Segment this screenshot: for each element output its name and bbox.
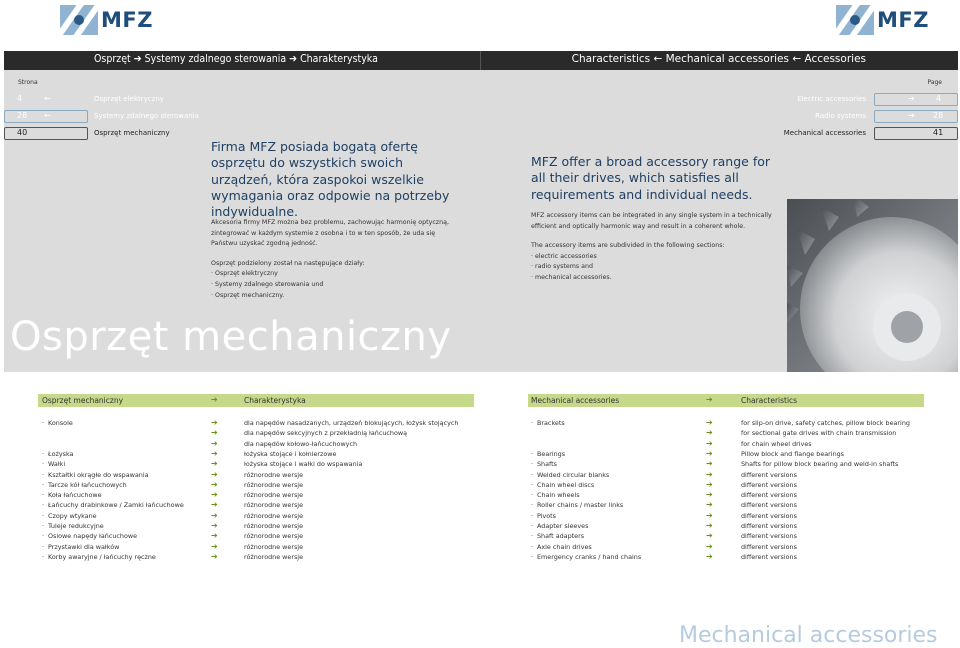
arrow-right-icon: ➔ <box>211 552 218 561</box>
table-bullet: · <box>42 460 45 468</box>
nav-label: Electric accessories <box>797 95 866 103</box>
chain-wheel-image <box>787 199 958 372</box>
table-cell-char-pl: dla napędów nasadzanych, urządzeń blokujących, łożysk stojących <box>244 419 459 427</box>
nav-page-number: 4 <box>936 94 942 103</box>
table-cell-item-pl: Osiowe napędy łańcuchowe <box>48 532 138 540</box>
table-bullet: · <box>531 481 534 489</box>
breadcrumb-left: Osprzęt ➔ Systemy zdalnego sterowania ➔ Charakterystyka <box>94 53 378 65</box>
table-cell-char-en: Pillow block and flange bearings <box>741 450 845 458</box>
list-item-text: Osprzęt elektryczny <box>215 270 278 278</box>
table-bullet: · <box>531 543 534 551</box>
arrow-right-icon: ➔ <box>706 470 713 479</box>
strona-label: Strona <box>18 79 38 86</box>
arrow-right-icon: ➔ <box>706 459 713 468</box>
left-heading: Firma MFZ posiada bogatą ofertę osprzętu do wszystkich swoich urządzeń, która zaspokoi wszelkie wymagania oraz odpowie na potrzeby indywidualne. <box>211 139 450 220</box>
table-bullet: · <box>42 471 45 479</box>
table-cell-item-en: Shaft adapters <box>537 532 585 540</box>
table-bullet: · <box>531 501 534 509</box>
table-cell-item-pl: Tuleje redukcyjne <box>48 522 104 530</box>
table-cell-item-en: Adapter sleeves <box>537 522 589 530</box>
table-cell-char-pl: różnorodne wersje <box>244 512 304 520</box>
table-bullet: · <box>531 419 534 427</box>
column-header-char-pl: Charakterystyka <box>244 396 306 405</box>
table-cell-char-en: Shafts for pillow block bearing and weld-in shafts <box>741 460 899 468</box>
arrow-right-icon: ➔ <box>211 542 218 551</box>
arrow-right-icon: ➔ <box>211 521 218 530</box>
table-cell-char-en: for sectional gate drives with chain transmission <box>741 429 897 437</box>
page-label: Page <box>927 79 942 86</box>
nav-item-left-active[interactable] <box>0 127 200 140</box>
table-cell-char-pl: różnorodne wersje <box>244 471 304 479</box>
table-cell-item-en: Chain wheels <box>537 491 580 499</box>
right-list-item: · mechanical accessories. <box>531 273 612 281</box>
arrow-right-icon: ➔ <box>211 480 218 489</box>
nav-label: Osprzęt elektryczny <box>94 95 164 103</box>
table-bullet: · <box>531 450 534 458</box>
nav-label: Radio systems <box>815 112 866 120</box>
arrow-left-icon: ← <box>44 111 51 120</box>
nav-page-number: 4 <box>17 94 23 103</box>
arrow-right-icon: ➔ <box>211 470 218 479</box>
table-cell-item-en: Axle chain drives <box>537 543 592 551</box>
arrow-right-icon: ➔ <box>706 480 713 489</box>
arrow-right-icon: ➔ <box>706 449 713 458</box>
table-bullet: · <box>42 491 45 499</box>
left-list-item: · Osprzęt mechaniczny. <box>211 291 285 299</box>
table-cell-item-en: Shafts <box>537 460 557 468</box>
arrow-right-icon: ➔ <box>211 511 218 520</box>
section-title-en: Mechanical accessories <box>679 623 938 648</box>
nav-page-number: 28 <box>933 111 944 120</box>
table-cell-item-en: Emergency cranks / hand chains <box>537 553 642 561</box>
sprocket-photo <box>787 199 958 372</box>
list-item-text: radio systems and <box>535 263 593 271</box>
right-heading: MFZ offer a broad accessory range for all their drives, which satisfies all requirements and individual needs. <box>531 154 771 202</box>
nav-label: Systemy zdalnego sterowania <box>94 112 199 120</box>
arrow-right-icon: ➔ <box>211 395 218 404</box>
arrow-right-icon: ➔ <box>706 552 713 561</box>
nav-label: Mechanical accessories <box>783 129 866 137</box>
right-body <box>531 211 781 284</box>
left-section-intro: Osprzęt podzielony został na następujące działy: <box>211 259 365 267</box>
table-cell-char-en: different versions <box>741 481 797 489</box>
table-cell-char-en: different versions <box>741 512 797 520</box>
mfz-logo-right <box>836 4 929 36</box>
arrow-right-icon: ➔ <box>908 94 915 103</box>
nav-item-right[interactable] <box>700 93 958 106</box>
table-cell-char-en: different versions <box>741 501 797 509</box>
table-cell-char-pl: różnorodne wersje <box>244 481 304 489</box>
logo-text: MFZ <box>101 8 153 32</box>
table-cell-item-en: Bearings <box>537 450 566 458</box>
table-bullet: · <box>531 471 534 479</box>
table-cell-item-pl: Łożyska <box>48 450 74 458</box>
arrow-right-icon: ➔ <box>706 542 713 551</box>
table-bullet: · <box>42 543 45 551</box>
column-header-char-en: Characteristics <box>741 396 798 405</box>
table-cell-char-pl: różnorodne wersje <box>244 543 304 551</box>
arrow-right-icon: ➔ <box>211 439 218 448</box>
table-cell-char-pl: różnorodne wersje <box>244 532 304 540</box>
header-divider <box>480 51 481 70</box>
arrow-right-icon: ➔ <box>706 428 713 437</box>
table-cell-item-pl: Przystawki dla wałków <box>48 543 120 551</box>
table-bullet: · <box>531 522 534 530</box>
table-bullet: · <box>42 450 45 458</box>
arrow-left-icon: ← <box>44 94 51 103</box>
table-bullet: · <box>531 512 534 520</box>
left-body <box>211 218 461 301</box>
column-header-item-en: Mechanical accessories <box>531 396 620 405</box>
table-cell-char-pl: dla napędów sekcyjnych z przekładnią łańcuchową <box>244 429 408 437</box>
table-cell-char-en: different versions <box>741 491 797 499</box>
table-cell-char-pl: łożyska stojące i wałki do wspawania <box>244 460 363 468</box>
table-cell-item-pl: Korby awaryjne / łańcuchy ręczne <box>48 553 156 561</box>
table-bullet: · <box>531 460 534 468</box>
arrow-right-icon: ➔ <box>211 459 218 468</box>
arrow-right-icon: ➔ <box>211 418 218 427</box>
table-cell-item-pl: Konsole <box>48 419 73 427</box>
arrow-right-icon: ➔ <box>706 395 713 404</box>
right-section-intro: The accessory items are subdivided in the following sections: <box>531 242 725 250</box>
nav-item-right[interactable] <box>700 110 958 123</box>
table-cell-item-en: Chain wheel discs <box>537 481 595 489</box>
table-cell-item-pl: Łańcuchy drabinkowe / Zamki łańcuchowe <box>48 501 184 509</box>
list-item-text: electric accessories <box>535 252 597 260</box>
mfz-logo-mark <box>60 5 98 35</box>
table-cell-char-en: for chain wheel drives <box>741 440 812 448</box>
table-cell-item-en: Roller chains / master links <box>537 501 624 509</box>
table-cell-item-pl: Koła łańcuchowe <box>48 491 102 499</box>
nav-item-left[interactable] <box>0 93 200 106</box>
table-cell-char-pl: różnorodne wersje <box>244 491 304 499</box>
table-bullet: · <box>42 501 45 509</box>
right-list-item: · electric accessories <box>531 252 597 260</box>
arrow-right-icon: ➔ <box>706 511 713 520</box>
table-cell-char-pl: różnorodne wersje <box>244 522 304 530</box>
table-cell-char-en: different versions <box>741 471 797 479</box>
right-paragraph: MFZ accessory items can be integrated in any single system in a technically efficient and optically harmonic way and result in a coherent whole. <box>531 212 772 230</box>
table-cell-char-pl: łożyska stojące i kołnierzowe <box>244 450 337 458</box>
mfz-logo-mark <box>836 5 874 35</box>
table-cell-item-pl: Wałki <box>48 460 66 468</box>
table-cell-char-en: different versions <box>741 522 797 530</box>
arrow-right-icon: ➔ <box>211 490 218 499</box>
section-title-pl: Osprzęt mechaniczny <box>10 314 452 360</box>
arrow-right-icon: ➔ <box>706 531 713 540</box>
table-bullet: · <box>42 512 45 520</box>
table-bullet: · <box>42 419 45 427</box>
table-bullet: · <box>42 553 45 561</box>
table-cell-item-en: Pivots <box>537 512 557 520</box>
logo-text: MFZ <box>877 8 929 32</box>
table-cell-item-en: Welded circular blanks <box>537 471 610 479</box>
column-header-item-pl: Osprzęt mechaniczny <box>42 396 124 405</box>
arrow-right-icon: ➔ <box>706 490 713 499</box>
arrow-right-icon: ➔ <box>211 500 218 509</box>
nav-label: Osprzęt mechaniczny <box>94 129 170 137</box>
arrow-right-icon: ➔ <box>706 439 713 448</box>
table-bullet: · <box>531 553 534 561</box>
table-bullet: · <box>42 481 45 489</box>
table-cell-item-pl: Kształtki okrągłe do wspawania <box>48 471 149 479</box>
nav-page-number: 28 <box>17 111 28 120</box>
mfz-logo-left <box>60 4 153 36</box>
table-cell-item-en: Brackets <box>537 419 565 427</box>
nav-page-number: 41 <box>933 128 944 137</box>
left-list-item: · Systemy zdalnego sterowania und <box>211 280 324 288</box>
table-bullet: · <box>42 532 45 540</box>
left-list-item: · Osprzęt elektryczny <box>211 270 278 278</box>
table-cell-char-en: different versions <box>741 543 797 551</box>
table-cell-char-en: different versions <box>741 553 797 561</box>
list-item-text: Osprzęt mechaniczny. <box>215 291 285 299</box>
nav-page-number: 40 <box>17 128 28 137</box>
arrow-right-icon: ➔ <box>908 111 915 120</box>
list-item-text: mechanical accessories. <box>535 273 612 281</box>
header-bar <box>4 51 958 70</box>
nav-item-left[interactable] <box>0 110 200 123</box>
table-cell-char-pl: różnorodne wersje <box>244 553 304 561</box>
breadcrumb-right: Characteristics ← Mechanical accessories ← Accessories <box>571 53 866 65</box>
table-cell-char-en: for slip-on drive, safety catches, pillow block bearing <box>741 419 910 427</box>
table-bullet: · <box>531 491 534 499</box>
right-list-item: · radio systems and <box>531 263 593 271</box>
table-cell-item-pl: Czopy wtykane <box>48 512 97 520</box>
arrow-right-icon: ➔ <box>706 521 713 530</box>
arrow-right-icon: ➔ <box>211 449 218 458</box>
arrow-right-icon: ➔ <box>211 428 218 437</box>
left-paragraph: Akcesoria firmy MFZ można bez problemu, zachowując harmonię optyczną, zintegrować w każdym systemie z osobna i to w ten sposób, że uda się Państwu uzyskać zgodną jedność. <box>211 219 449 248</box>
table-cell-item-pl: Tarcze kół łańcuchowych <box>48 481 127 489</box>
table-cell-char-pl: dla napędów kołowo-łańcuchowych <box>244 440 358 448</box>
table-bullet: · <box>42 522 45 530</box>
arrow-right-icon: ➔ <box>706 500 713 509</box>
arrow-right-icon: ➔ <box>706 418 713 427</box>
table-bullet: · <box>531 532 534 540</box>
table-cell-char-en: different versions <box>741 532 797 540</box>
table-cell-char-pl: różnorodne wersje <box>244 501 304 509</box>
list-item-text: Systemy zdalnego sterowania und <box>215 280 324 288</box>
arrow-right-icon: ➔ <box>211 531 218 540</box>
nav-item-right-active[interactable] <box>700 127 958 140</box>
